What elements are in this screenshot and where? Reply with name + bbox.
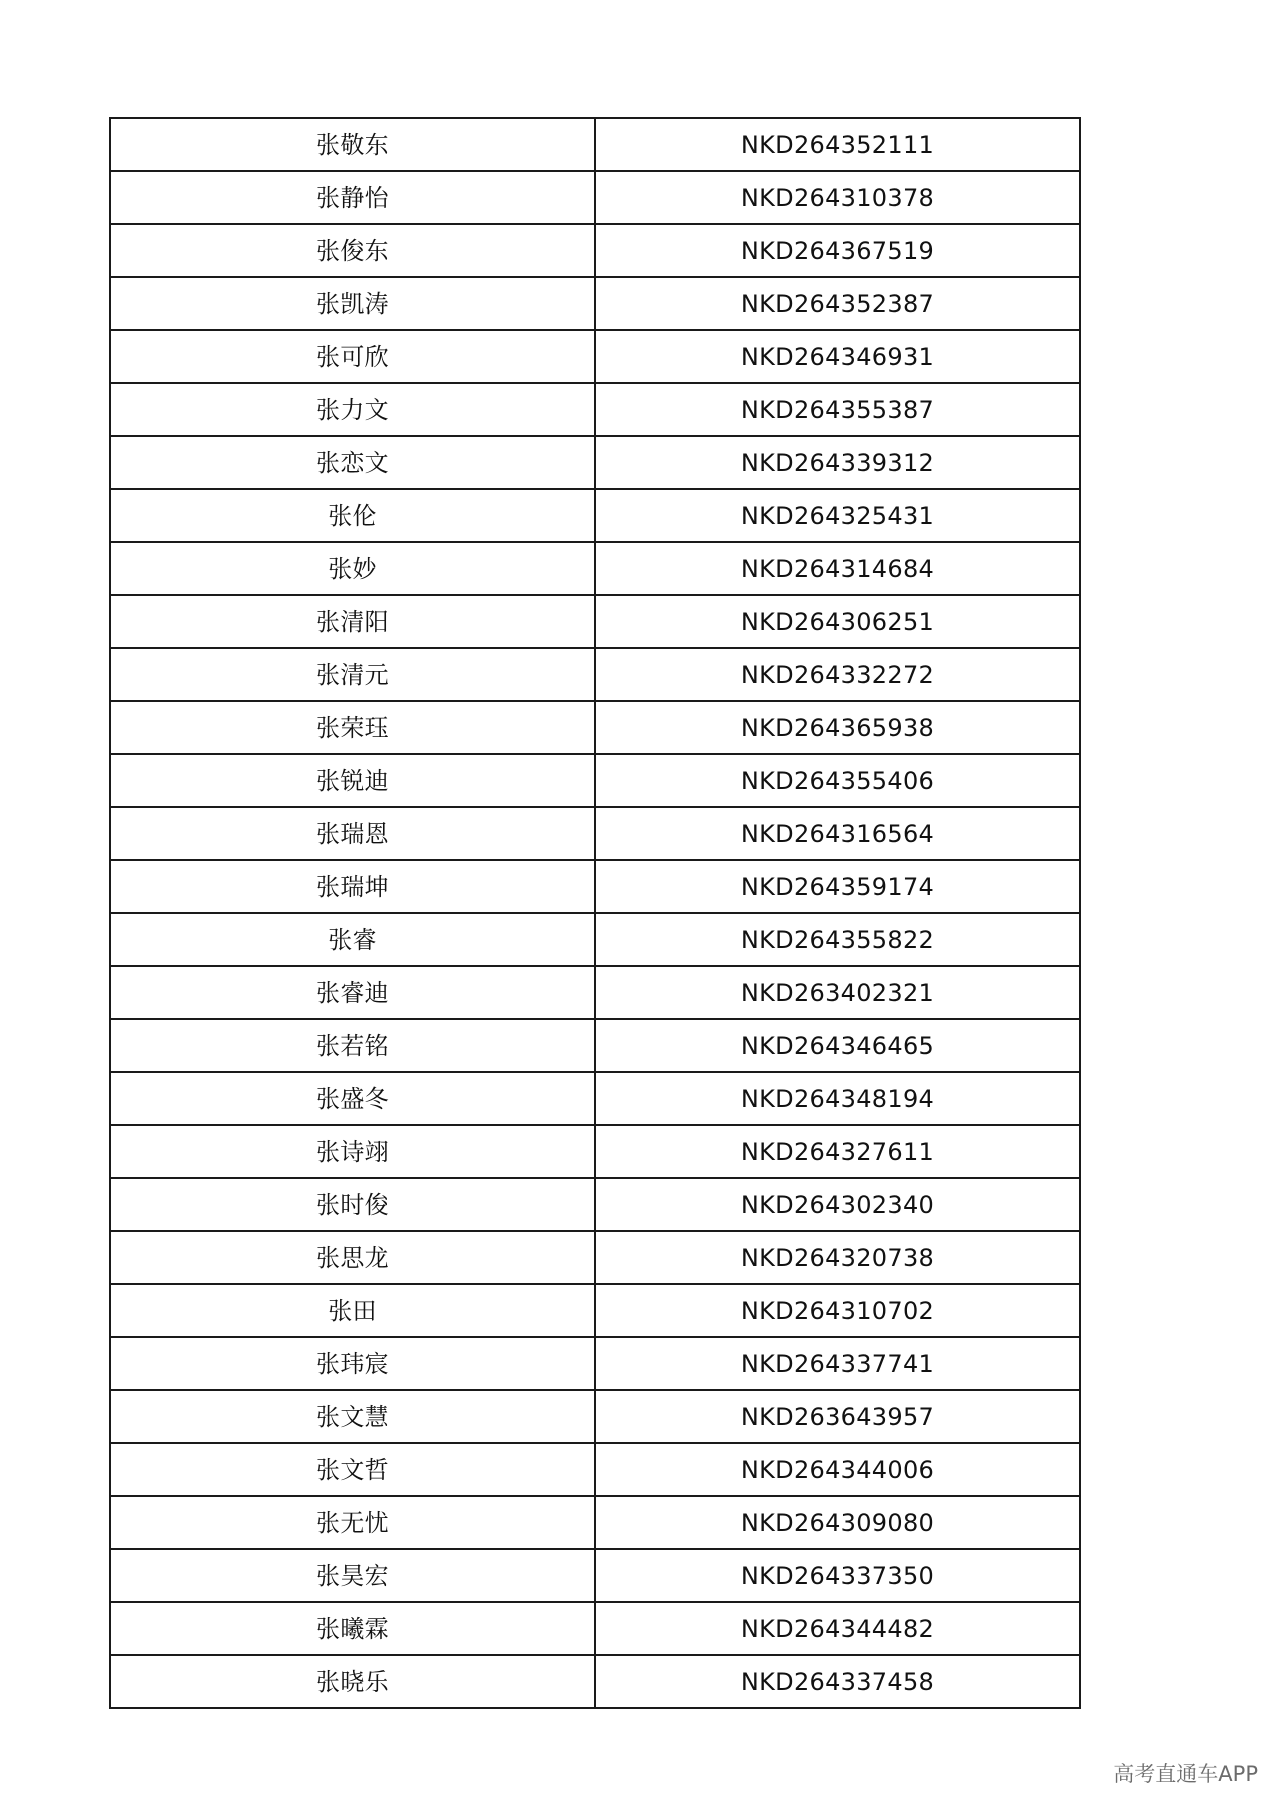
candidate-id-cell: NKD264352387 (595, 277, 1080, 330)
table-row (110, 1655, 1080, 1708)
student-name-cell: 张荣珏 (110, 701, 595, 754)
student-name-cell: 张曦霖 (110, 1602, 595, 1655)
candidate-id-cell: NKD264314684 (595, 542, 1080, 595)
candidate-id-cell: NKD264337350 (595, 1549, 1080, 1602)
student-name-cell: 张瑞坤 (110, 860, 595, 913)
table-row (110, 701, 1080, 754)
candidate-id-cell: NKD264306251 (595, 595, 1080, 648)
student-name-cell: 张诗翊 (110, 1125, 595, 1178)
table-row (110, 277, 1080, 330)
table-row (110, 1072, 1080, 1125)
candidate-id-cell: NKD264337741 (595, 1337, 1080, 1390)
candidate-id-cell: NKD264346465 (595, 1019, 1080, 1072)
student-name-cell: 张盛冬 (110, 1072, 595, 1125)
table-row (110, 171, 1080, 224)
table-row (110, 1019, 1080, 1072)
table-row (110, 595, 1080, 648)
student-name-cell: 张清元 (110, 648, 595, 701)
student-name-cell: 张凯涛 (110, 277, 595, 330)
candidate-id-cell: NKD264346931 (595, 330, 1080, 383)
student-name-cell: 张伦 (110, 489, 595, 542)
candidate-id-cell: NKD263402321 (595, 966, 1080, 1019)
candidate-id-cell: NKD264320738 (595, 1231, 1080, 1284)
table-row (110, 860, 1080, 913)
candidate-id-cell: NKD264325431 (595, 489, 1080, 542)
table-row (110, 1602, 1080, 1655)
student-name-cell: 张瑞恩 (110, 807, 595, 860)
candidate-id-cell: NKD264310702 (595, 1284, 1080, 1337)
table-row (110, 913, 1080, 966)
student-name-cell: 张清阳 (110, 595, 595, 648)
candidate-id-cell: NKD264367519 (595, 224, 1080, 277)
candidate-id-cell: NKD264359174 (595, 860, 1080, 913)
table-row (110, 436, 1080, 489)
candidate-id-cell: NKD264327611 (595, 1125, 1080, 1178)
candidate-id-cell: NKD264355822 (595, 913, 1080, 966)
table-row (110, 224, 1080, 277)
student-name-cell: 张敬东 (110, 118, 595, 171)
student-name-cell: 张昊宏 (110, 1549, 595, 1602)
student-name-cell: 张锐迪 (110, 754, 595, 807)
student-name-cell: 张静怡 (110, 171, 595, 224)
candidate-id-cell: NKD264365938 (595, 701, 1080, 754)
student-name-cell: 张妙 (110, 542, 595, 595)
table-row (110, 118, 1080, 171)
candidate-id-cell: NKD264337458 (595, 1655, 1080, 1708)
student-name-cell: 张时俊 (110, 1178, 595, 1231)
candidate-id-cell: NKD264344006 (595, 1443, 1080, 1496)
candidate-id-cell: NKD264339312 (595, 436, 1080, 489)
table-row (110, 489, 1080, 542)
student-name-cell: 张力文 (110, 383, 595, 436)
student-name-cell: 张晓乐 (110, 1655, 595, 1708)
table-row (110, 966, 1080, 1019)
student-name-cell: 张文慧 (110, 1390, 595, 1443)
student-name-cell: 张俊东 (110, 224, 595, 277)
table-row (110, 330, 1080, 383)
student-name-cell: 张田 (110, 1284, 595, 1337)
student-name-cell: 张睿迪 (110, 966, 595, 1019)
candidate-id-cell: NKD264348194 (595, 1072, 1080, 1125)
student-name-cell: 张文哲 (110, 1443, 595, 1496)
table-row (110, 542, 1080, 595)
table-row (110, 1549, 1080, 1602)
candidate-id-cell: NKD264309080 (595, 1496, 1080, 1549)
candidate-id-cell: NKD264316564 (595, 807, 1080, 860)
candidate-id-cell: NKD264344482 (595, 1602, 1080, 1655)
table-row (110, 1125, 1080, 1178)
student-name-cell: 张若铭 (110, 1019, 595, 1072)
candidate-id-cell: NKD264310378 (595, 171, 1080, 224)
table-row (110, 648, 1080, 701)
table-row (110, 1443, 1080, 1496)
table-row (110, 1390, 1080, 1443)
candidate-id-cell: NKD263643957 (595, 1390, 1080, 1443)
roster-table (109, 117, 1081, 1709)
candidate-id-cell: NKD264352111 (595, 118, 1080, 171)
student-name-cell: 张无忧 (110, 1496, 595, 1549)
table-row (110, 1178, 1080, 1231)
table-row (110, 1496, 1080, 1549)
table-row (110, 1231, 1080, 1284)
candidate-id-cell: NKD264332272 (595, 648, 1080, 701)
candidate-id-cell: NKD264355387 (595, 383, 1080, 436)
table-row (110, 383, 1080, 436)
student-name-cell: 张恋文 (110, 436, 595, 489)
candidate-id-cell: NKD264302340 (595, 1178, 1080, 1231)
table-row (110, 1284, 1080, 1337)
student-name-cell: 张玮宸 (110, 1337, 595, 1390)
table-row (110, 807, 1080, 860)
roster-table-body (110, 118, 1080, 1708)
table-row (110, 754, 1080, 807)
student-name-cell: 张可欣 (110, 330, 595, 383)
table-row (110, 1337, 1080, 1390)
watermark-text: 高考直通车APP (1113, 1762, 1258, 1786)
student-name-cell: 张思龙 (110, 1231, 595, 1284)
student-name-cell: 张睿 (110, 913, 595, 966)
candidate-id-cell: NKD264355406 (595, 754, 1080, 807)
